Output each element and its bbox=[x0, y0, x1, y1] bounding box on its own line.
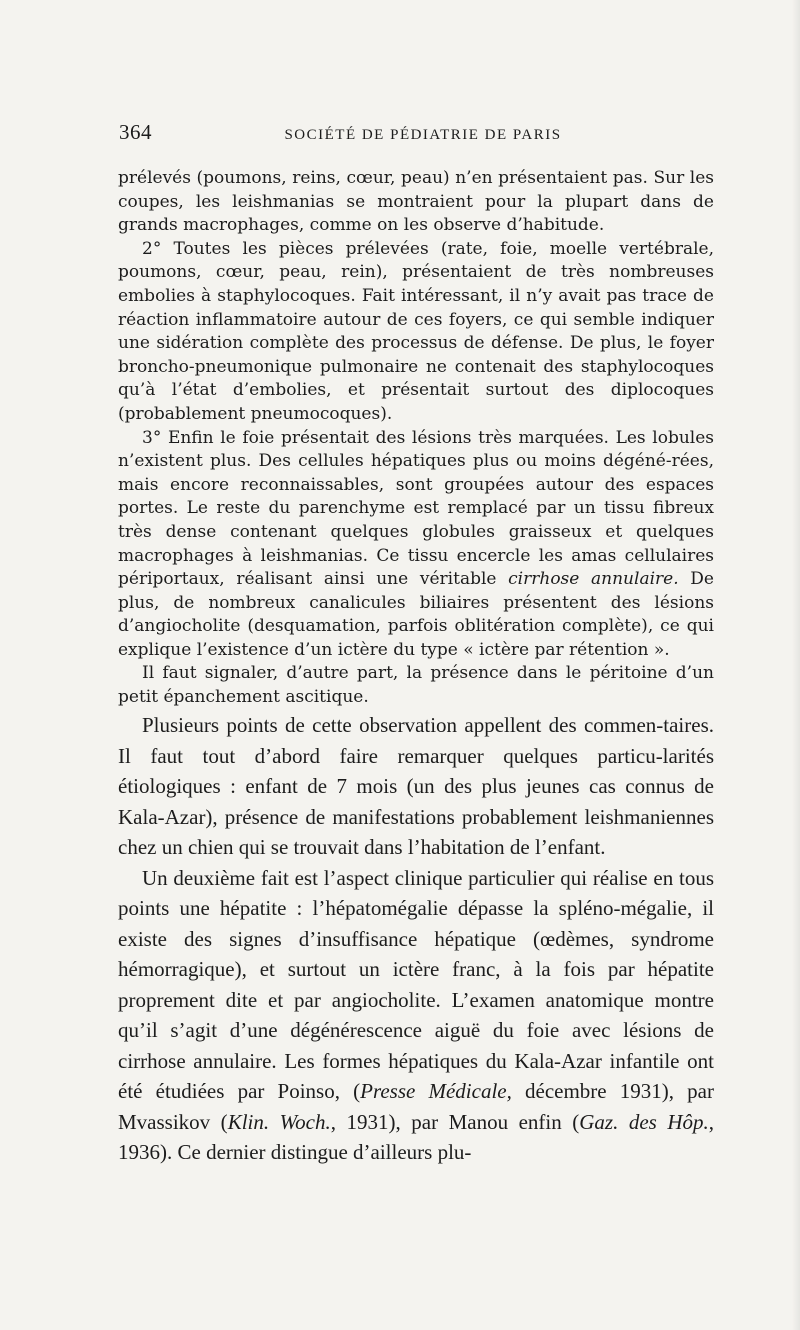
text-run: Un deuxième fait est l’aspect clinique particulier qui réalise en tous points une hépatite : l’hépatomégalie dépasse la spléno-mégalie, il existe des signes d’insuffisance hépatique (œdèmes, syndrome hémorragique), et surtout un ictère franc, à la fois par hépatite proprement dite et par angiocholite. L’examen anatomique montre qu’il s’agit d’une dégénérescence aiguë du foie avec lésions de cirrhose annulaire. Les formes hépatiques du Kala-Azar infantile ont été étudiées par Poinso, ( bbox=[118, 865, 714, 1103]
emphasis-cirrhose-annulaire: cirrhose annulaire. bbox=[508, 569, 679, 590]
paragraph-findings-2: 2° Toutes les pièces prélevées (rate, foie, moelle vertébrale, poumons, cœur, peau, rein), présentaient de très nombreuses embolies à staphylocoques. Fait intéressant, il n’y avait pas trace de réaction inflammatoire autour de ces foyers, ce qui semble indiquer une sidération complète des processus de défense. De plus, le foyer broncho-pneumonique pulmonaire ne contenait des staphylocoques qu’à l’état d’embolies, et présentait surtout des diplocoques (probablement pneumocoques). bbox=[118, 238, 714, 424]
text-run: , 1936). Ce dernier distingue d’ailleurs plu- bbox=[118, 1109, 715, 1164]
paragraph-findings-4: Il faut signaler, d’autre part, la présence dans le péritoine d’un petit épanchement ascitique. bbox=[118, 663, 714, 708]
text-run: , 1931), par Manou enfin ( bbox=[330, 1109, 580, 1134]
paragraph-commentary-2 bbox=[118, 863, 714, 1168]
text-run: De plus, de nombreux canalicules biliaires présentent des lésions d’angiocholite (desquamation, parfois oblitération complète), ce qui explique l’existence d’un ictère du type « ictère par rétention ». bbox=[118, 569, 714, 660]
page-header bbox=[119, 120, 714, 145]
citation-gaz-des-hop: Gaz. des Hôp. bbox=[579, 1109, 709, 1134]
paragraph-findings-3 bbox=[118, 427, 714, 663]
running-head: SOCIÉTÉ DE PÉDIATRIE DE PARIS bbox=[284, 127, 562, 143]
commentary-section bbox=[118, 710, 714, 1168]
citation-presse-medicale: Presse Médicale, bbox=[360, 1079, 512, 1103]
paragraph-commentary-1: Plusieurs points de cette observation appellent des commen-taires. Il faut tout d’abord faire remarquer quelques particu-larités étiologiques : enfant de 7 mois (un des plus jeunes cas connus de Kala-Azar), présence de manifestations probablement leishmaniennes chez un chien qui se trouvait dans l’habitation de l’enfant. bbox=[118, 713, 714, 859]
page-number: 364 bbox=[119, 120, 152, 144]
text-run: 3° Enfin le foie présentait des lésions très marquées. Les lobules n’existent plus. Des cellules hépatiques plus ou moins dégéné-rées, mais encore reconnaissables, sont groupées autour des espaces portes. Le reste du parenchyme est remplacé par un tissu fibreux très dense contenant quelques globules graisseux et quelques macrophages à leishmanias. Ce tissu encercle les amas cellulaires périportaux, réalisant ainsi une véritable bbox=[118, 427, 714, 590]
page-edge-shadow bbox=[792, 0, 800, 1330]
text-run: décembre 1931), par Mvassikov ( bbox=[118, 1079, 714, 1134]
citation-klin-woch: Klin. Woch. bbox=[227, 1109, 331, 1134]
case-findings-section bbox=[118, 167, 714, 710]
paragraph-findings-1: prélevés (poumons, reins, cœur, peau) n’en présentaient pas. Sur les coupes, les leishmanias se montraient pour la plupart dans de grands macrophages, comme on les observe d’habitude. bbox=[118, 168, 714, 236]
